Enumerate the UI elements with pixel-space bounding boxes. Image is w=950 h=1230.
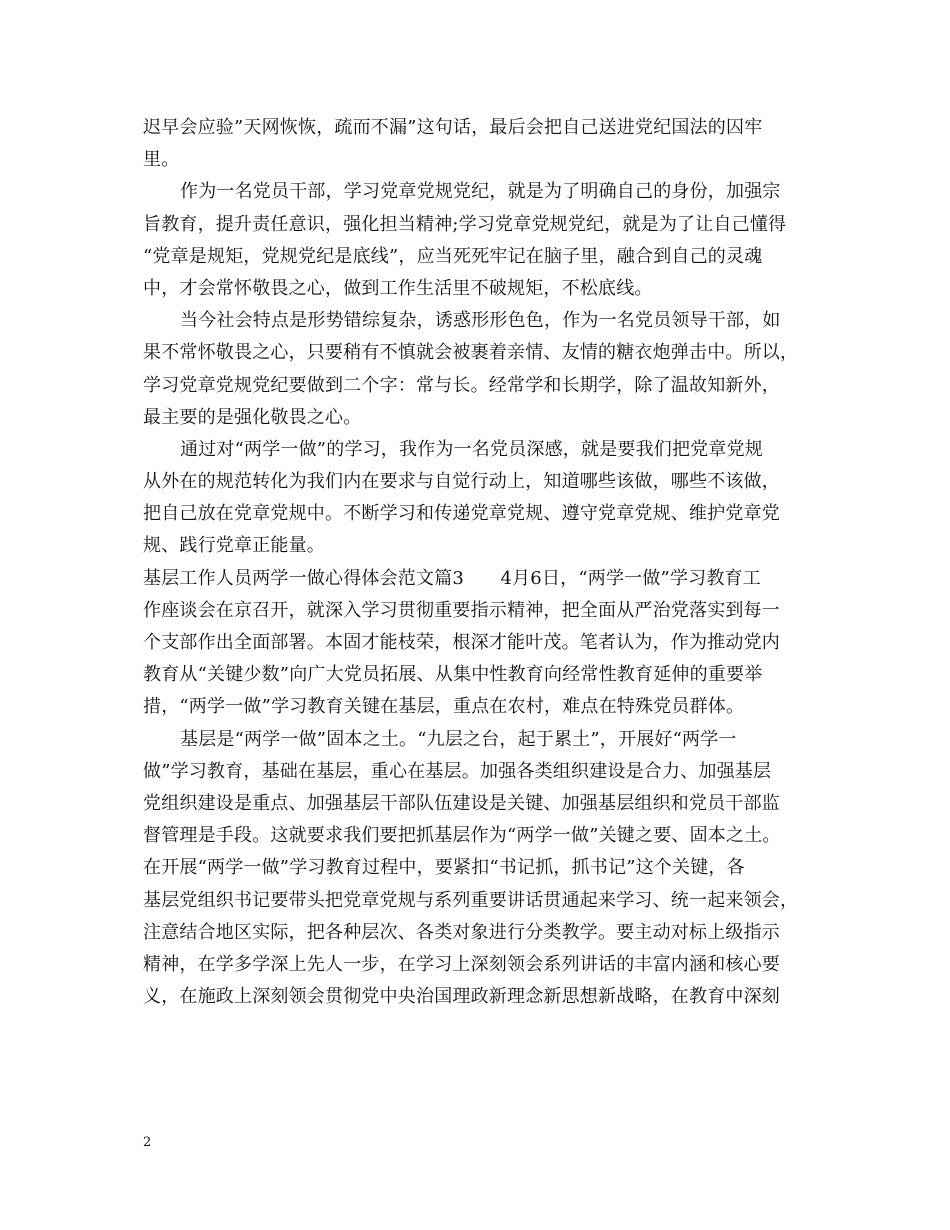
text-line: 果不常怀敬畏之心，只要稍有不慎就会被裹着亲情、友情的糖衣炮弹击中。所以， xyxy=(143,342,799,364)
text-line: 规、践行党章正能量。 xyxy=(143,535,325,557)
text-line: 当今社会特点是形势错综复杂，诱惑形形色色，作为一名党员领导干部，如 xyxy=(180,310,781,332)
text-line: 精神，在学多学深上先人一步，在学习上深刻领会系列讲话的丰富内涵和核心要 xyxy=(143,953,780,975)
text-line: 教育从“关键少数”向广大党员拓展、从集中性教育向经常性教育延伸的重要举 xyxy=(143,664,763,686)
text-line: 义，在施政上深刻领会贯彻党中央治国理政新理念新思想新战略，在教育中深刻 xyxy=(143,986,780,1008)
document-body xyxy=(143,112,819,1013)
text-line: 基层是“两学一做”固本之土。“九层之台，起于累土”，开展好“两学一 xyxy=(180,728,737,750)
text-line: “党章是规矩，党规党纪是底线”，应当死死牢记在脑子里，融合到自己的灵魂 xyxy=(143,245,763,267)
text-line: 中，才会常怀敬畏之心，做到工作生活里不破规矩，不松底线。 xyxy=(143,277,653,299)
text-line: 学习党章党规党纪要做到二个字：常与长。经常学和长期学，除了温故知新外， xyxy=(143,374,780,396)
text-line: 注意结合地区实际，把各种层次、各类对象进行分类教学。要主动对标上级指示 xyxy=(143,921,780,943)
text-line: 把自己放在党章党规中。不断学习和传递党章党规、遵守党章党规、维护党章党 xyxy=(143,503,780,525)
text-line: 基层工作人员两学一做心得体会范文篇3 4月6日，“两学一做”学习教育工 xyxy=(143,567,761,589)
text-line: 在开展“两学一做”学习教育过程中，要紧扣“书记抓，抓书记”这个关键，各 xyxy=(143,857,745,879)
text-line: 从外在的规范转化为我们内在要求与自觉行动上，知道哪些该做，哪些不该做， xyxy=(143,471,780,493)
text-line: 措，“两学一做”学习教育关键在基层，重点在农村，难点在特殊党员群体。 xyxy=(143,696,745,718)
text-line: 作为一名党员干部，学习党章党规党纪，就是为了明确自己的身份，加强宗 xyxy=(180,181,781,203)
text-line: 基层党组织书记要带头把党章党规与系列重要讲话贯通起来学习、统一起来领会， xyxy=(143,889,799,911)
page-number: 2 xyxy=(143,1135,152,1150)
text-line: 党组织建设是重点、加强基层干部队伍建设是关键、加强基层组织和党员干部监 xyxy=(143,792,780,814)
text-line: 迟早会应验”天网恢恢，疏而不漏”这句话，最后会把自己送进党纪国法的囚牢 xyxy=(143,117,763,138)
body-text xyxy=(143,112,819,1013)
text-line: 个支部作出全面部署。本固才能枝荣，根深才能叶茂。笔者认为，作为推动党内 xyxy=(143,632,780,653)
text-line: 最主要的是强化敬畏之心。 xyxy=(143,406,362,428)
text-line: 作座谈会在京召开，就深入学习贯彻重要指示精神，把全面从严治党落实到每一 xyxy=(143,599,780,621)
text-line: 做”学习教育，基础在基层，重心在基层。加强各类组织建设是合力、加强基层 xyxy=(143,760,772,782)
text-line: 督管理是手段。这就要求我们要把抓基层作为“两学一做”关键之要、固本之土。 xyxy=(143,825,781,847)
text-line: 通过对“两学一做”的学习，我作为一名党员深感，就是要我们把党章党规 xyxy=(180,438,764,460)
text-line: 旨教育，提升责任意识，强化担当精神;学习党章党规党纪，就是为了让自己懂得 xyxy=(143,213,787,235)
text-line: 里。 xyxy=(143,149,180,171)
